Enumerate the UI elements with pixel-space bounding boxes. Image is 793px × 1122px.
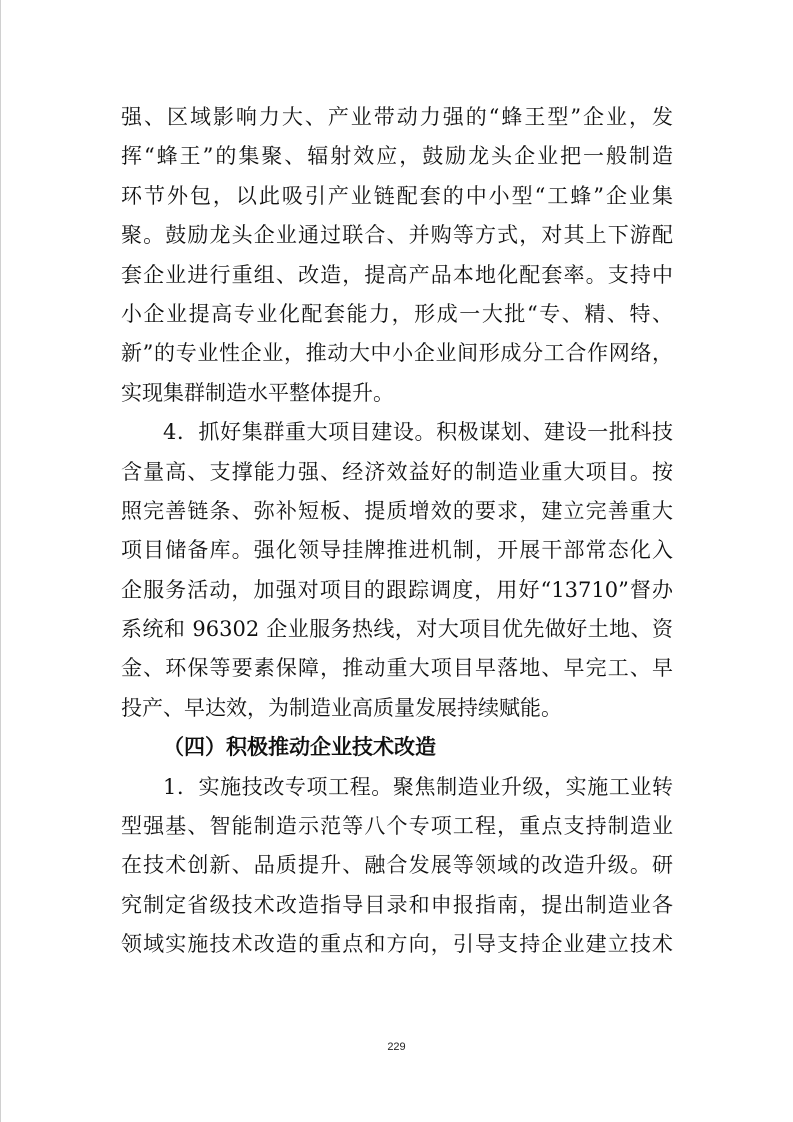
paragraph-line: 究制定省级技术改造指导目录和申报指南，提出制造业各 xyxy=(121,892,673,917)
paragraph-line: 4．抓好集群重大项目建设。积极谋划、建设一批科技 xyxy=(163,420,673,445)
page-number: 229 xyxy=(387,1041,406,1053)
paragraph-line: 项目储备库。强化领导挂牌推进机制，开展干部常态化入 xyxy=(121,538,673,563)
paragraph-line: 企服务活动，加强对项目的跟踪调度，用好“13710”督办 xyxy=(121,577,673,602)
paragraph-line: 系统和 96302 企业服务热线，对大项目优先做好土地、资 xyxy=(121,617,673,642)
page-edge-divider xyxy=(0,0,1,1122)
paragraph-line: 含量高、支撑能力强、经济效益好的制造业重大项目。按 xyxy=(121,459,673,484)
paragraph-line: 领域实施技术改造的重点和方向，引导支持企业建立技术 xyxy=(121,932,673,957)
paragraph-line: 投产、早达效，为制造业高质量发展持续赋能。 xyxy=(121,695,562,720)
section-heading: （四）积极推动企业技术改造 xyxy=(163,735,436,760)
paragraph-line: 1．实施技改专项工程。聚焦制造业升级，实施工业转 xyxy=(163,774,673,799)
paragraph-line: 新”的专业性企业，推动大中小企业间形成分工合作网络， xyxy=(121,341,673,366)
paragraph-line: 强、区域影响力大、产业带动力强的“蜂王型”企业，发 xyxy=(121,105,673,129)
paragraph-line: 环节外包，以此吸引产业链配套的中小型“工蜂”企业集 xyxy=(121,183,673,208)
paragraph-line: 在技术创新、品质提升、融合发展等领域的改造升级。研 xyxy=(121,853,673,878)
paragraph-line: 型强基、智能制造示范等八个专项工程，重点支持制造业 xyxy=(121,814,673,839)
paragraph-line: 照完善链条、弥补短板、提质增效的要求，建立完善重大 xyxy=(121,498,673,523)
paragraph-line: 挥“蜂王”的集聚、辐射效应，鼓励龙头企业把一般制造 xyxy=(121,144,673,169)
body-text xyxy=(121,98,673,965)
paragraph-line: 聚。鼓励龙头企业通过联合、并购等方式，对其上下游配 xyxy=(121,223,673,248)
paragraph-line: 金、环保等要素保障，推动重大项目早落地、早完工、早 xyxy=(121,656,673,681)
paragraph-line: 实现集群制造水平整体提升。 xyxy=(121,380,394,405)
paragraph-line: 套企业进行重组、改造，提高产品本地化配套率。支持中 xyxy=(121,262,673,287)
paragraph-line: 小企业提高专业化配套能力，形成一大批“专、精、特、 xyxy=(121,301,673,326)
